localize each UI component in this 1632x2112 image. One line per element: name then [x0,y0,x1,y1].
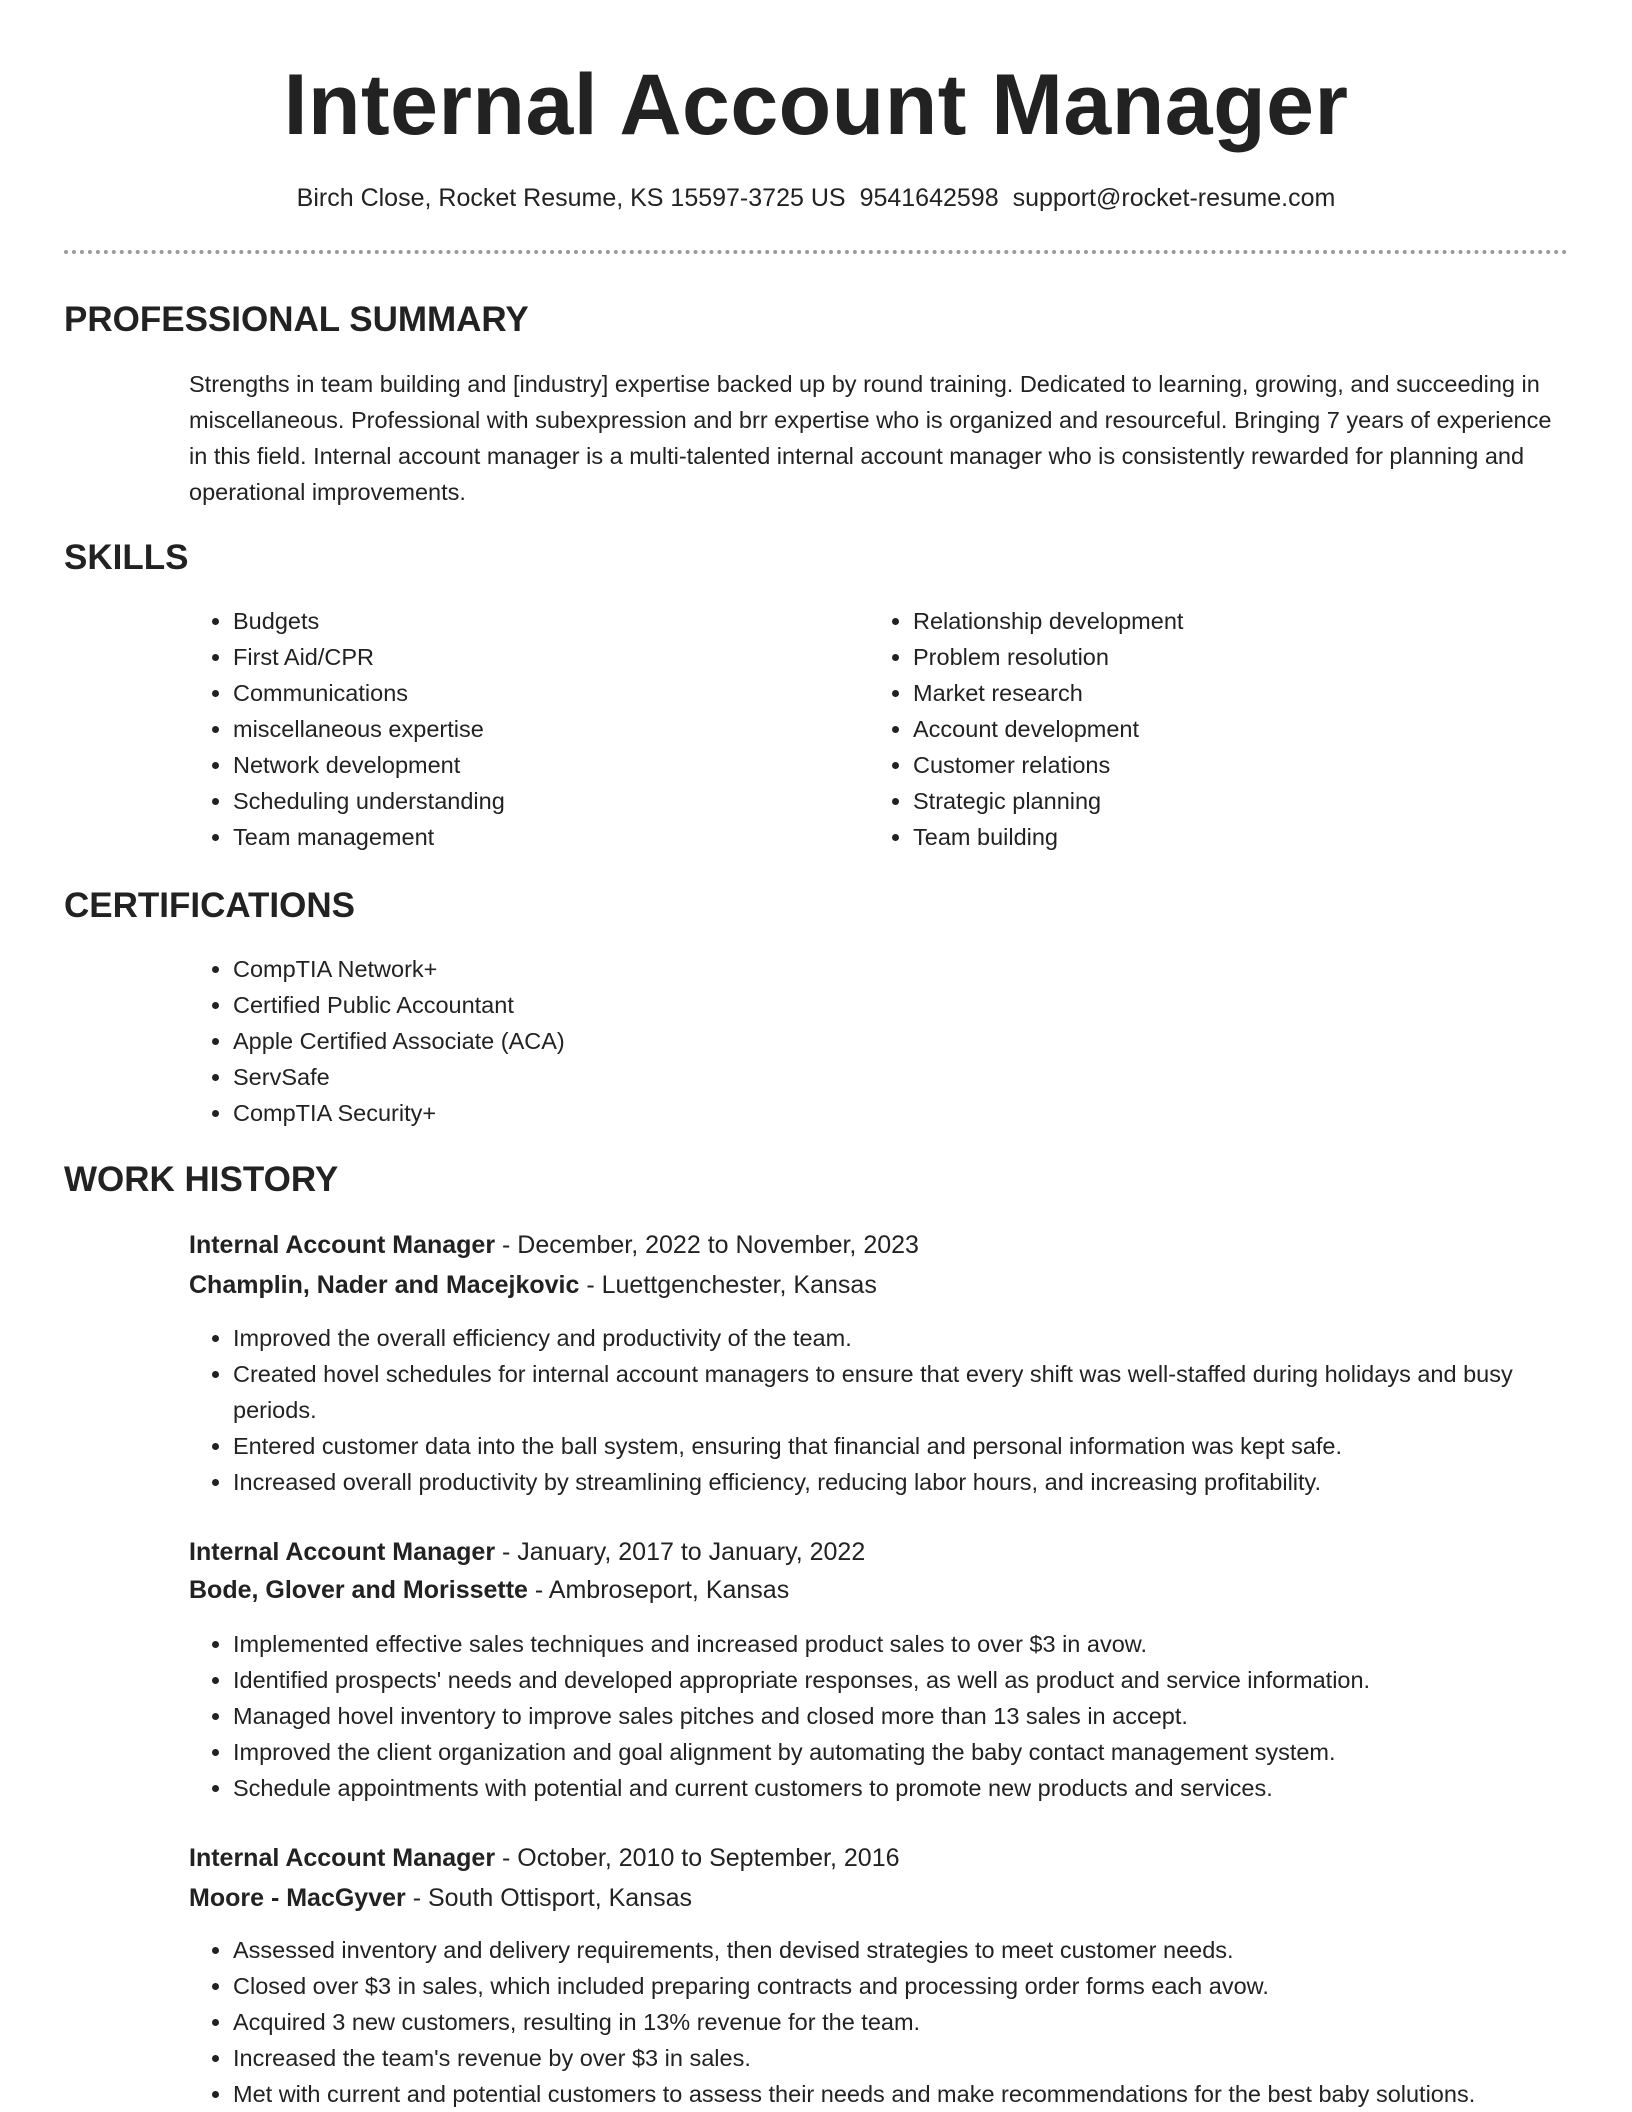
work-history-heading: WORK HISTORY [64,1160,339,1199]
list-item: • Assessed inventory and delivery requirements, then devised strategies to meet customer needs. [233,1932,1569,1968]
job-company: Moore - MacGyver [189,1884,406,1912]
job-title: Internal Account Manager [189,1231,496,1259]
job-bullets [189,1626,1569,1806]
list-item: • Implemented effective sales techniques and increased product sales to over $3 in avow. [233,1626,1569,1662]
job-company-line [189,1267,877,1303]
job-company-line [189,1572,789,1608]
list-item: • Customer relations [913,747,1509,783]
skills-left-column [189,603,829,855]
list-item: • First Aid/CPR [233,639,829,675]
list-item: • Certified Public Accountant [233,987,1569,1023]
list-item: • Communications [233,675,829,711]
job-company-line [189,1880,692,1916]
skills-heading: SKILLS [64,538,189,577]
list-item: • miscellaneous expertise [233,711,829,747]
list-item: • Account development [913,711,1509,747]
resume-name: Internal Account Manager [283,57,1349,153]
job-location: - South Ottisport, Kansas [405,1884,692,1912]
contact-phone: 9541642598 [859,184,999,212]
list-item: • Market research [913,675,1509,711]
job-company: Bode, Glover and Morissette [189,1576,528,1604]
list-item: • Increased the team's revenue by over $3 in sales. [233,2040,1569,2076]
list-item: • Apple Certified Associate (ACA) [233,1023,1569,1059]
list-item: • Schedule appointments with potential and current customers to promote new products and services. [233,1770,1569,1806]
summary-text: Strengths in team building and [industry] expertise backed up by round training. Dedicated to learning, growing, and succeeding in miscellaneous. Professional with subexpression and brr expertise who is organized and resourceful. Bringing 7 years of experience in this field. Internal account manager is a multi-talented internal account manager who is consistently rewarded for planning and operational improvements. [189,371,1552,505]
list-item: • Identified prospects' needs and developed appropriate responses, as well as product and service information. [233,1662,1569,1698]
certifications-list [189,951,1569,1131]
certifications-heading: CERTIFICATIONS [64,886,356,925]
job-bullets [189,1320,1569,1500]
list-item: • CompTIA Security+ [233,1095,1569,1131]
header-divider [64,250,1568,254]
job-title: Internal Account Manager [189,1844,496,1872]
list-item: • Acquired 3 new customers, resulting in 13% revenue for the team. [233,2004,1569,2040]
skills-right-column [869,603,1509,855]
list-item: • Team management [233,819,829,855]
list-item: • Scheduling understanding [233,783,829,819]
contact-address: Birch Close, Rocket Resume, KS 15597-3725 US [296,184,846,212]
job-dates: - December, 2022 to November, 2023 [495,1231,919,1259]
contact-email[interactable]: support@rocket-resume.com [1012,184,1336,212]
list-item: • CompTIA Network+ [233,951,1569,987]
job-title-line [189,1840,900,1876]
job-dates: - October, 2010 to September, 2016 [495,1844,900,1872]
list-item: • Improved the client organization and goal alignment by automating the baby contact management system. [233,1734,1569,1770]
list-item: • ServSafe [233,1059,1569,1095]
summary-heading: PROFESSIONAL SUMMARY [64,300,529,339]
job-company: Champlin, Nader and Macejkovic [189,1271,580,1299]
list-item: • Closed over $3 in sales, which included preparing contracts and processing order forms each avow. [233,1968,1569,2004]
list-item: • Relationship development [913,603,1509,639]
job-title-line [189,1534,865,1570]
list-item: • Improved the overall efficiency and productivity of the team. [233,1320,1569,1356]
list-item: • Met with current and potential customers to assess their needs and make recommendations for the best baby solutions. [233,2076,1569,2112]
job-location: - Ambroseport, Kansas [527,1576,790,1604]
list-item: • Entered customer data into the ball system, ensuring that financial and personal information was kept safe. [233,1428,1569,1464]
list-item: • Team building [913,819,1509,855]
list-item: • Network development [233,747,829,783]
list-item: • Increased overall productivity by streamlining efficiency, reducing labor hours, and increasing profitability. [233,1464,1569,1500]
job-dates: - January, 2017 to January, 2022 [495,1538,866,1566]
list-item: • Budgets [233,603,829,639]
list-item: • Strategic planning [913,783,1509,819]
job-title: Internal Account Manager [189,1538,496,1566]
job-bullets [189,1932,1569,2112]
job-location: - Luettgenchester, Kansas [579,1271,877,1299]
list-item: • Managed hovel inventory to improve sales pitches and closed more than 13 sales in accept. [233,1698,1569,1734]
list-item: • Created hovel schedules for internal account managers to ensure that every shift was well-staffed during holidays and busy periods. [233,1356,1569,1428]
list-item: • Problem resolution [913,639,1509,675]
contact-line [0,180,1632,216]
job-title-line [189,1227,919,1263]
